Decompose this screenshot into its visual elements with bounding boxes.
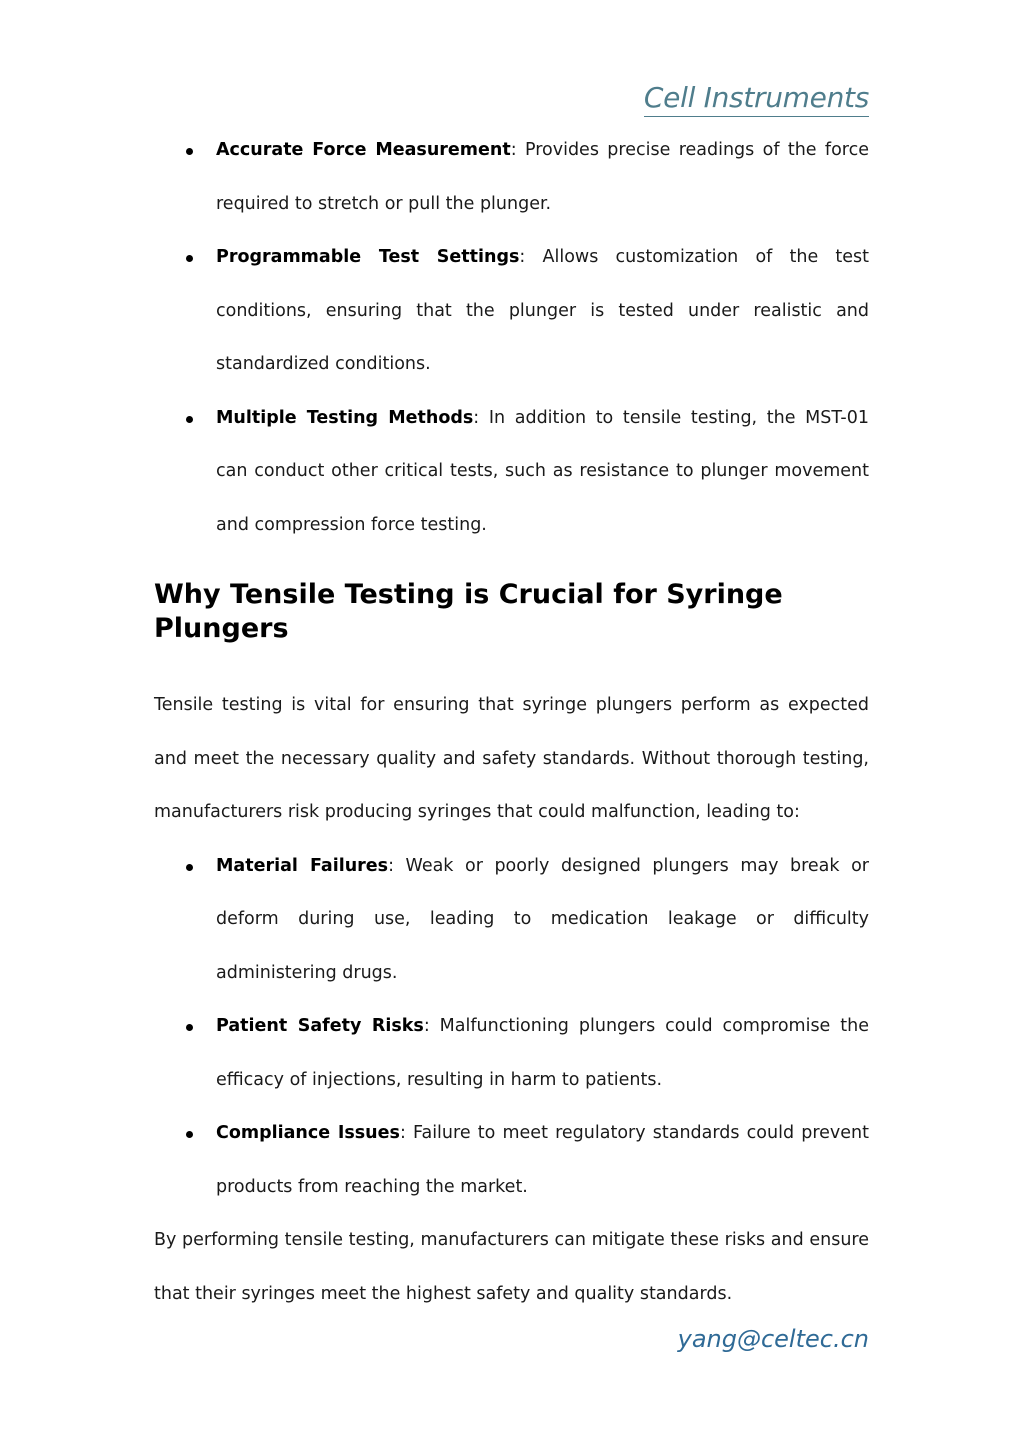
list-item — [154, 1000, 869, 1107]
list-item-term: Programmable Test Settings — [216, 247, 520, 267]
list-item-description: : Allows customization of the test conditions, ensuring that the plunger is tested under realistic and standardized conditions. — [216, 247, 870, 374]
list-item-text — [216, 1107, 869, 1214]
bullet-icon — [186, 416, 193, 423]
list-item-term: Multiple Testing Methods — [216, 407, 474, 428]
bullet-icon — [186, 148, 193, 155]
bullet-icon — [186, 255, 193, 262]
list-item-term: Patient Safety Risks — [216, 1016, 424, 1036]
list-item-text — [216, 231, 869, 392]
bullet-icon — [186, 1024, 193, 1031]
section-conclusion-paragraph: By performing tensile testing, manufacturers can mitigate these risks and ensure that their syringes meet the highest safety and quality standards. — [154, 1230, 869, 1304]
list-item-description: : Malfunctioning plungers could compromise the efficacy of injections, resulting in harm to patients. — [216, 1016, 870, 1090]
list-item — [154, 231, 869, 392]
list-item-term: Accurate Force Measurement — [216, 140, 511, 160]
feature-list — [154, 124, 869, 552]
list-item — [154, 392, 869, 553]
list-item-text — [216, 840, 869, 1001]
section-intro-paragraph: Tensile testing is vital for ensuring that syringe plungers perform as expected and meet the necessary quality and safety standards. Without thorough testing, manufacturers risk producing syringes that could malfunction, leading to: — [154, 695, 869, 822]
list-item-term: Compliance Issues — [216, 1123, 400, 1143]
list-item-text — [216, 124, 869, 231]
list-item-text — [216, 392, 869, 553]
list-item — [154, 124, 869, 231]
risk-list — [154, 840, 869, 1215]
list-item-text — [216, 1000, 869, 1107]
document-body — [154, 124, 869, 1321]
bullet-icon — [186, 864, 193, 871]
footer-email-link[interactable]: yang@celtec.cn — [677, 1325, 869, 1353]
brand-logo-text: Cell Instruments — [644, 80, 869, 117]
list-item — [154, 840, 869, 1001]
list-item-description: : Failure to meet regulatory standards could prevent products from reaching the market. — [216, 1123, 869, 1197]
section-heading: Why Tensile Testing is Crucial for Syringe Plungers — [154, 579, 783, 644]
list-item-description: : Provides precise readings of the force required to stretch or pull the plunger. — [216, 140, 869, 214]
list-item-description: : Weak or poorly designed plungers may break or deform during use, leading to medication leakage or difficulty administering drugs. — [216, 855, 869, 983]
bullet-icon — [186, 1131, 193, 1138]
list-item-description: : In addition to tensile testing, the MST-01 can conduct other critical tests, such as resistance to plunger movement and compression force testing. — [216, 407, 869, 535]
list-item — [154, 1107, 869, 1214]
list-item-term: Material Failures — [216, 855, 389, 876]
